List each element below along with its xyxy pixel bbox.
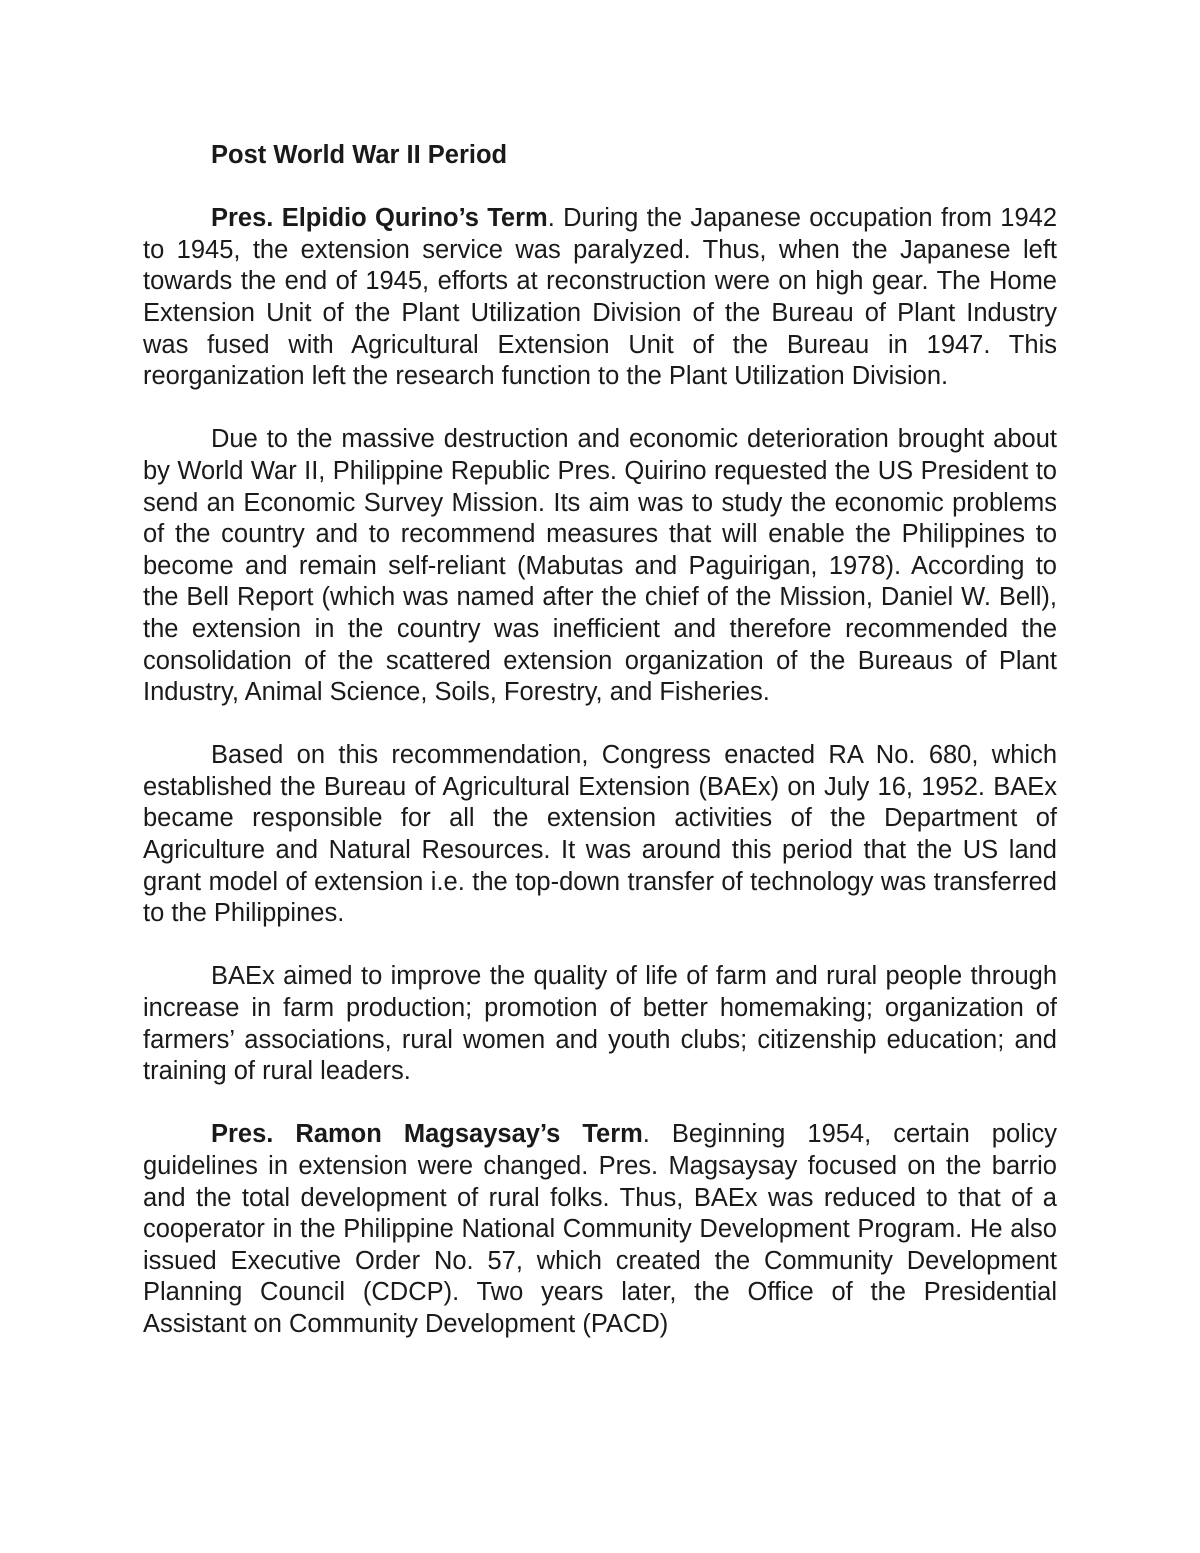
- paragraph-baex-aims: [143, 961, 1057, 1087]
- paragraph-text: Based on this recommendation, Congress enacted RA No. 680, which established the Bureau of Agricultural Extension (BAEx) on July 16, 1952. BAEx became responsible for all the extension activities of the Department of Agriculture and Natural Resources. It was around this period that the US land grant model of extension i.e. the top-down transfer of technology was transferred to the Philippines.: [143, 741, 1057, 928]
- section-heading: Post World War II Period: [211, 141, 508, 169]
- paragraph-lead-magsaysay: Pres. Ramon Magsaysay’s Term: [211, 1120, 643, 1149]
- paragraph-quirino-term: [143, 203, 1057, 393]
- paragraph-text: Due to the massive destruction and economic deterioration brought about by World War II, Philippine Republic Pres. Quirino requested the US President to send an Economic Survey Mission. Its aim was to study the economic problems of the country and to recommend measures that will enable the Philippines to become and remain self-reliant (Mabutas and Paguirigan, 1978). According to the Bell Report (which was named after the chief of the Mission, Daniel W. Bell), the extension in the country was inefficient and therefore recommended the consolidation of the scattered extension organization of the Bureaus of Plant Industry, Animal Science, Soils, Forestry, and Fisheries.: [143, 425, 1057, 707]
- paragraph-text: . Beginning 1954, certain policy guidelines in extension were changed. Pres. Magsaysay focused on the barrio and the total development of rural folks. Thus, BAEx was reduced to that of a cooperator in the Philippine National Community Development Program. He also issued Executive Order No. 57, which created the Community Development Planning Council (CDCP). Two years later, the Office of the Presidential Assistant on Community Development (PACD): [143, 1120, 1057, 1338]
- paragraph-text: BAEx aimed to improve the quality of life of farm and rural people through increase in farm production; promotion of better homemaking; organization of farmers’ associations, rural women and youth clubs; citizenship education; and training of rural leaders.: [143, 962, 1057, 1086]
- paragraph-economic-survey: [143, 424, 1057, 708]
- paragraph-text: . During the Japanese occupation from 1942 to 1945, the extension service was paralyzed. Thus, when the Japanese left towards the end of 1945, efforts at reconstruction were on high gear. The Home Extension Unit of the Plant Utilization Division of the Bureau of Plant Industry was fused with Agricultural Extension Unit of the Bureau in 1947. This reorganization left the research function to the Plant Utilization Division.: [143, 204, 1057, 391]
- paragraph-magsaysay-term: [143, 1119, 1057, 1340]
- paragraph-lead-quirino: Pres. Elpidio Qurino’s Term: [211, 204, 548, 233]
- document-page: [143, 140, 1057, 1372]
- paragraph-baex-established: [143, 740, 1057, 930]
